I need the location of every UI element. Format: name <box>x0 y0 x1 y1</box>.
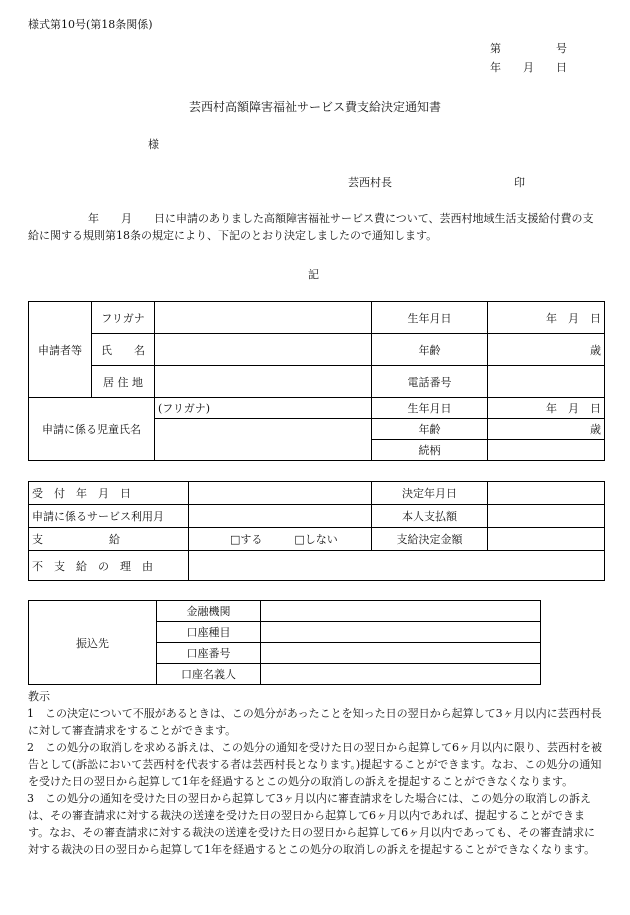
service-month-field[interactable] <box>189 505 372 528</box>
self-pay-label: 本人支払額 <box>372 505 488 528</box>
child-birth-label: 生年月日 <box>372 398 488 419</box>
birth-field[interactable]: 年 月 日 <box>488 302 605 334</box>
name-label: 氏 名 <box>92 334 155 366</box>
received-date-label: 受 付 年 月 日 <box>29 482 189 505</box>
furigana-label: フリガナ <box>92 302 155 334</box>
document-date: 年 月 日 <box>490 61 567 74</box>
notes-list <box>28 705 603 858</box>
account-type-label: 口座種目 <box>157 622 261 643</box>
page-title: 芸西村高額障害福祉サービス費支給決定通知書 <box>188 100 441 114</box>
name-field[interactable] <box>155 334 372 366</box>
age-field[interactable]: 歳 <box>488 334 605 366</box>
child-age-field[interactable]: 歳 <box>488 419 605 440</box>
institution-field[interactable] <box>261 601 541 622</box>
service-table <box>28 481 605 581</box>
phone-label: 電話番号 <box>372 366 488 398</box>
account-holder-field[interactable] <box>261 664 541 685</box>
birth-label: 生年月日 <box>372 302 488 334</box>
institution-label: 金融機関 <box>157 601 261 622</box>
notes-heading: 教示 <box>28 690 50 703</box>
body-text: 年 月 日に申請のありました高額障害福祉サービス費について、芸西村地域生活支援給付費の支給に関する規則第18条の規定により、下記のとおり決定しましたので通知します。 <box>28 212 594 242</box>
account-number-field[interactable] <box>261 643 541 664</box>
ki-marker: 記 <box>308 268 319 281</box>
service-month-label: 申請に係るサービス利用月 <box>29 505 189 528</box>
child-age-label: 年齢 <box>372 419 488 440</box>
bank-table <box>28 600 541 685</box>
account-holder-label: 口座名義人 <box>157 664 261 685</box>
age-label: 年齢 <box>372 334 488 366</box>
self-pay-field[interactable] <box>488 505 605 528</box>
relation-field[interactable] <box>488 440 605 461</box>
note-item: 1 この決定について不服があるときは、この処分があったことを知った日の翌日から起算して3ヶ月以内に芸西村長に対して審査請求をすることができます。 <box>27 707 602 737</box>
payment-amount-field[interactable] <box>488 528 605 551</box>
note-item: 3 この処分の通知を受けた日の翌日から起算して3ヶ月以内に審査請求をした場合には、この処分の取消しの訴えは、その審査請求に対する裁決の送達を受けた日の翌日から起算して6ヶ月以内であれば、提起することができます。なお、その審査請求に対する裁決の送達を受けた日の翌日から起算して6ヶ月以内であっても、その審査請求に対する裁決の日の翌日から起算して1年を経過するとこの処分の取消しの訴えを提起することができなくなります。 <box>27 792 596 856</box>
decision-date-label: 決定年月日 <box>372 482 488 505</box>
furigana-field[interactable] <box>155 302 372 334</box>
form-number: 様式第10号(第18条関係) <box>28 18 153 31</box>
document-number: 第 号 <box>490 42 567 55</box>
account-number-label: 口座番号 <box>157 643 261 664</box>
issuer-name: 芸西村長 <box>348 176 392 189</box>
payment-yes-checkbox[interactable]: □する <box>230 533 263 546</box>
payment-options <box>189 528 372 551</box>
address-field[interactable] <box>155 366 372 398</box>
reason-field[interactable] <box>189 551 605 581</box>
addressee-suffix: 様 <box>148 138 159 151</box>
issuer-seal: 印 <box>514 176 525 189</box>
payment-amount-label: 支給決定金額 <box>372 528 488 551</box>
child-furigana-label: (フリガナ) <box>155 398 372 419</box>
note-item: 2 この処分の取消しを求める訴えは、この処分の通知を受けた日の翌日から起算して6ヶ月以内に限り、芸西村を被告として(訴訟において芸西村を代表する者は芸西村長となります。)提起することができます。なお、この処分の通知を受けた日の翌日から起算して1年を経過するとこの処分の取消しの訴えを提起することができなくなります。 <box>27 741 602 788</box>
received-date-field[interactable] <box>189 482 372 505</box>
account-type-field[interactable] <box>261 622 541 643</box>
child-label: 申請に係る児童氏名 <box>29 398 155 461</box>
payment-no-checkbox[interactable]: □しない <box>294 533 338 546</box>
payment-label: 支 給 <box>29 528 189 551</box>
reason-label: 不 支 給 の 理 由 <box>29 551 189 581</box>
child-birth-field[interactable]: 年 月 日 <box>488 398 605 419</box>
decision-date-field[interactable] <box>488 482 605 505</box>
relation-label: 続柄 <box>372 440 488 461</box>
phone-field[interactable] <box>488 366 605 398</box>
address-label: 居 住 地 <box>92 366 155 398</box>
applicant-table <box>28 301 605 461</box>
transfer-label: 振込先 <box>29 601 157 685</box>
applicant-label: 申請者等 <box>29 302 92 398</box>
child-name-field[interactable] <box>155 419 372 461</box>
